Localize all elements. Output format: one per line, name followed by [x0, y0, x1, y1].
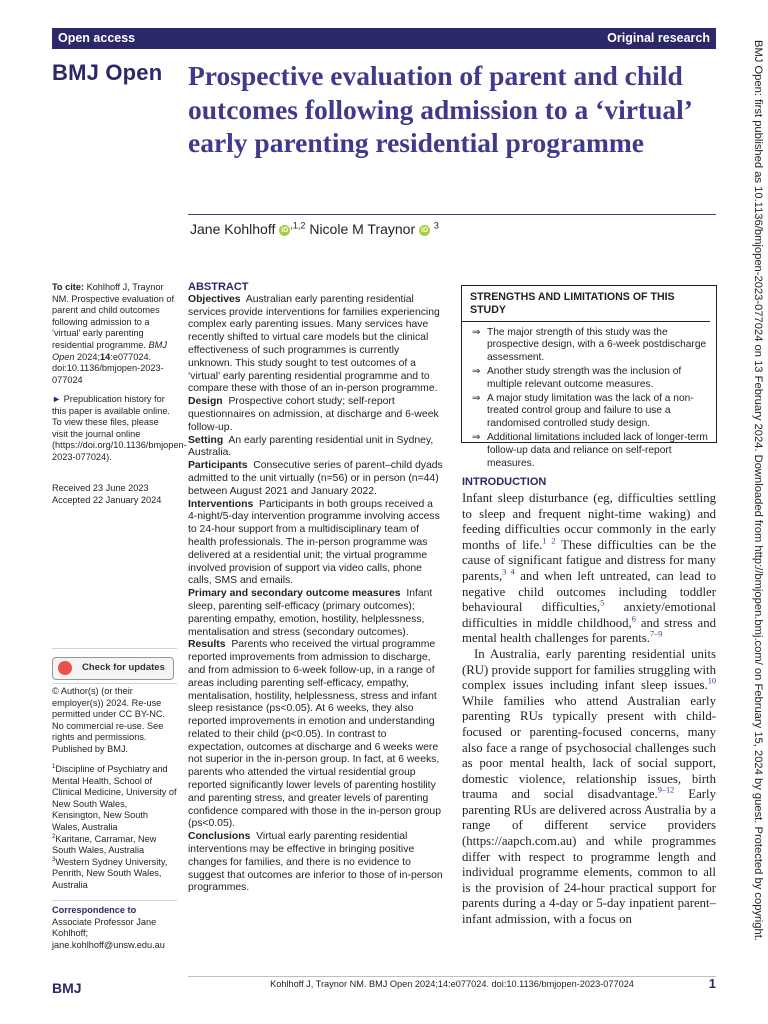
title-divider: [188, 214, 716, 215]
abstract-heading: ABSTRACT: [188, 281, 249, 293]
correspondence-name: Associate Professor Jane Kohlhoff;: [52, 916, 157, 939]
cite-doi[interactable]: :e077024. doi:10.1136/bmjopen-2023-077024: [52, 351, 164, 385]
implies-arrow-icon: ⇒: [472, 392, 481, 404]
reference[interactable]: 9–12: [657, 786, 675, 796]
copyright-text: © Author(s) (or their employer(s)) 2024. Re-use permitted under CC BY-NC. No commercial re-use. See rights and permissions. Published by BMJ.: [52, 686, 166, 754]
prepub-note: [52, 394, 187, 464]
copyright-block: [52, 686, 177, 756]
list-item-text: Additional limitations included lack of longer-term follow-up data and reliance on self-report measures.: [487, 431, 708, 469]
sentence: Early parenting RUs are delivered across Australia by a range of different service providers (https://aapch.com.au) and while programmes differ with respect to programme length and individual programme elements, common to all is the provision of 24-hour practical support for parents during a 4-day or 5-day inpatient parent–infant admission, with a focus on: [462, 787, 716, 927]
cite-label: To cite:: [52, 282, 84, 292]
abstract-label: Setting: [188, 434, 224, 446]
implies-arrow-icon: ⇒: [472, 431, 481, 443]
abstract-setting: An early parenting residential unit in Sydney, Australia.: [188, 434, 434, 459]
box-heading: STRENGTHS AND LIMITATIONS OF THIS STUDY: [462, 291, 710, 322]
cite-year: 2024;: [77, 351, 101, 362]
reference[interactable]: 10: [707, 676, 716, 686]
sentence: While families who attend Australian early parenting RUs typically present with child-focused or parenting-focused concerns, many also face a range of psychosocial challenges such as poor mental health, lack of social support, domestic violence, relationship issues, birth trauma and social disadvantage.: [462, 693, 716, 802]
sentence: These difficulties can be the cause of significant fatigue and distress for many parents,: [462, 537, 717, 583]
list-item-text: A major study limitation was the lack of a non-treated control group and failure to use a randomised controlled study design.: [487, 392, 694, 430]
reference[interactable]: 5: [600, 598, 605, 608]
reference[interactable]: 7–9: [649, 630, 663, 640]
article-title: Prospective evaluation of parent and child outcomes following admission to a ‘virtual’ early parenting residential programme: [188, 60, 691, 158]
cite-volume: 14: [100, 351, 111, 362]
footer-divider: [188, 976, 716, 977]
page-number: 1: [708, 976, 716, 991]
affiliation: Karitane, Carramar, New South Wales, Australia: [52, 833, 157, 856]
top-banner: [52, 28, 716, 49]
list-item: [472, 327, 708, 365]
paragraph: [462, 491, 716, 647]
implies-arrow-icon: ⇒: [472, 365, 481, 377]
sentence: anxiety/emotional difficulties in middle childhood,: [462, 600, 716, 630]
abstract-outcomes: Infant sleep, parenting self-efficacy (primary outcomes); parenting empathy, emotion, hostility, helplessness, mentalisation and stress (secondary outcomes).: [188, 588, 433, 638]
citation-block: [52, 282, 177, 386]
reference[interactable]: 3 4: [502, 567, 515, 577]
author-affil-sup: 3: [433, 220, 439, 231]
prepub-text[interactable]: Prepublication history for this paper is available online. To view these files, please visit the journal online (https://doi.org/10.1136/bmjopen-2023-077024).: [52, 394, 187, 462]
accepted-date: Accepted 22 January 2024: [52, 494, 162, 505]
author-affil-sup: ,1,2: [290, 220, 306, 231]
abstract-label: Interventions: [188, 498, 254, 510]
vertical-note-text: BMJ Open: first published as 10.1136/bmjopen-2023-077024 on 13 February 2024. Downloaded from http://bmjopen.bmj.com/ on February 15, 2024 by guest. Protected by copyright.: [752, 40, 764, 941]
abstract-conclusions: Virtual early parenting residential interventions may be effective in bringing positive changes for families, and there is no evidence to suggest that outcomes are inferior to those of in-person programmes.: [188, 831, 443, 894]
introduction-heading: INTRODUCTION: [462, 476, 547, 488]
list-item-text: Another study strength was the inclusion of multiple relevant outcome measures.: [487, 365, 682, 390]
vertical-publication-note: [752, 40, 762, 980]
cite-text: Kohlhoff J, Traynor NM. Prospective evaluation of parent and child outcomes following admission to a ‘virtual’ early parenting residential programme.: [52, 282, 175, 350]
open-access-label: Open access: [58, 31, 136, 45]
received-date: Received 23 June 2023: [52, 483, 149, 493]
reference[interactable]: 1 2: [542, 536, 556, 546]
sidebar-divider: [52, 648, 177, 649]
sidebar-divider: [52, 683, 177, 684]
abstract-objectives: Australian early parenting residential services provide interventions for families experiencing complex early parenting issues. Many services have recently shifted to virtual care models but the clinical effectiveness of such programmes is currently unknown. This study sought to test outcomes of a ‘virtual’ early parenting residential programme and to compare these with those of an in-person programme.: [188, 293, 440, 395]
check-updates-button[interactable]: [52, 657, 174, 680]
article-type-label: Original research: [607, 31, 710, 45]
arrow-right-icon: ►: [52, 394, 62, 404]
check-updates-icon: [58, 661, 72, 675]
abstract-design: Prospective cohort study; self-report questionnaires on admission, at discharge and 6-week follow-up.: [188, 396, 439, 433]
reference[interactable]: 6: [631, 614, 636, 624]
dates-block: [52, 483, 177, 506]
abstract: [188, 281, 444, 895]
sentence: and when left untreated, can lead to negative child outcomes including toddler behavioural difficulties,: [462, 568, 716, 615]
abstract-label: Results: [188, 639, 226, 651]
affiliation: Western Sydney University, Penrith, New South Wales, Australia: [52, 856, 168, 890]
abstract-participants: Consecutive series of parent–child dyads admitted to the unit virtually (n=56) or in person (n=44) between August 2021 and January 2022.: [188, 460, 443, 497]
list-item: [472, 432, 708, 470]
bmj-logo: BMJ: [52, 980, 82, 996]
sentence: In Australia, early parenting residential units (RU) provide support for families struggling with complex issues including infant sleep issues.: [462, 646, 716, 693]
correspondence-block: [52, 905, 177, 951]
author-list: [190, 221, 439, 237]
author-name[interactable]: Jane Kohlhoff: [190, 221, 276, 237]
correspondence-label: Correspondence to: [52, 905, 137, 915]
abstract-results: Parents who received the virtual programme reported improvements from admission to discharge, and from admission to 6-week follow-up, in a range of areas including parenting self-efficacy, empathy, mentalisation, hostility, helplessness, stress and infant sleep resistance (ps<0.05). At 6 weeks, they also reported improvements in emotion and understanding related to their child (p<0.05). In contrast to expectation, outcomes at discharge and 6 weeks were not superior in the in-person group. In fact, at 6 weeks, parents who attended the virtual residential group reported significantly lower levels of parenting hostility and parenting stress, and greater levels of parenting confidence compared with those in the in-person group (ps<0.05).: [188, 639, 441, 830]
footer-citation: Kohlhoff J, Traynor NM. BMJ Open 2024;14:e077024. doi:10.1136/bmjopen-2023-077024: [270, 979, 634, 989]
introduction-body: [462, 491, 716, 928]
implies-arrow-icon: ⇒: [472, 326, 481, 338]
abstract-label: Conclusions: [188, 831, 251, 843]
paragraph: [462, 647, 716, 928]
abstract-label: Objectives: [188, 293, 241, 305]
abstract-label: Design: [188, 396, 223, 408]
correspondence-email[interactable]: jane.kohlhoff@unsw.edu.au: [52, 939, 165, 950]
list-item: [472, 393, 708, 431]
affiliations-block: $^1$Discipline of Psychiatry and Mental Health, School of Clinical Medicine, University of New South Wales, Kensington, New South Wales, Australia $^2$Karitane, Carramar, New South Wales, Australia $^3$Western Sydney University, Penrith, New South Wales, Australia: [52, 763, 177, 890]
abstract-interventions: Participants in both groups received a 4-night/5-day intervention programme involving access to 24-hour support from a multidisciplinary team of health professionals. The in-person programme was delivered at a residential unit; the virtual programme involved provision of support via video calls, phone calls, SMS and emails.: [188, 498, 440, 587]
list-item: [472, 366, 708, 392]
sidebar-divider: [52, 900, 177, 901]
sentence: and stress and mental health challenges for parents.: [462, 615, 716, 646]
affiliation: Discipline of Psychiatry and Mental Health, School of Clinical Medicine, University of New South Wales, Kensington, New South Wales, Australia: [52, 764, 177, 832]
author-name[interactable]: Nicole M Traynor: [309, 221, 416, 237]
sentence: Infant sleep disturbance (eg, difficulties settling to sleep and frequent night-time waking) and feeding difficulties occur commonly in the early months of life.: [462, 491, 716, 552]
cite-journal: BMJ Open: [52, 339, 167, 362]
orcid-icon[interactable]: iD: [281, 226, 289, 234]
journal-logo: BMJ Open: [52, 60, 163, 85]
abstract-label: Participants: [188, 460, 248, 472]
abstract-label: Primary and secondary outcome measures: [188, 588, 401, 600]
strengths-limitations-box: [461, 285, 717, 469]
list-item-text: The major strength of this study was the prospective design, with a 6-week postdischarge assessment.: [487, 326, 707, 364]
check-updates-label: Check for updates: [82, 662, 165, 673]
orcid-icon[interactable]: iD: [421, 226, 429, 234]
